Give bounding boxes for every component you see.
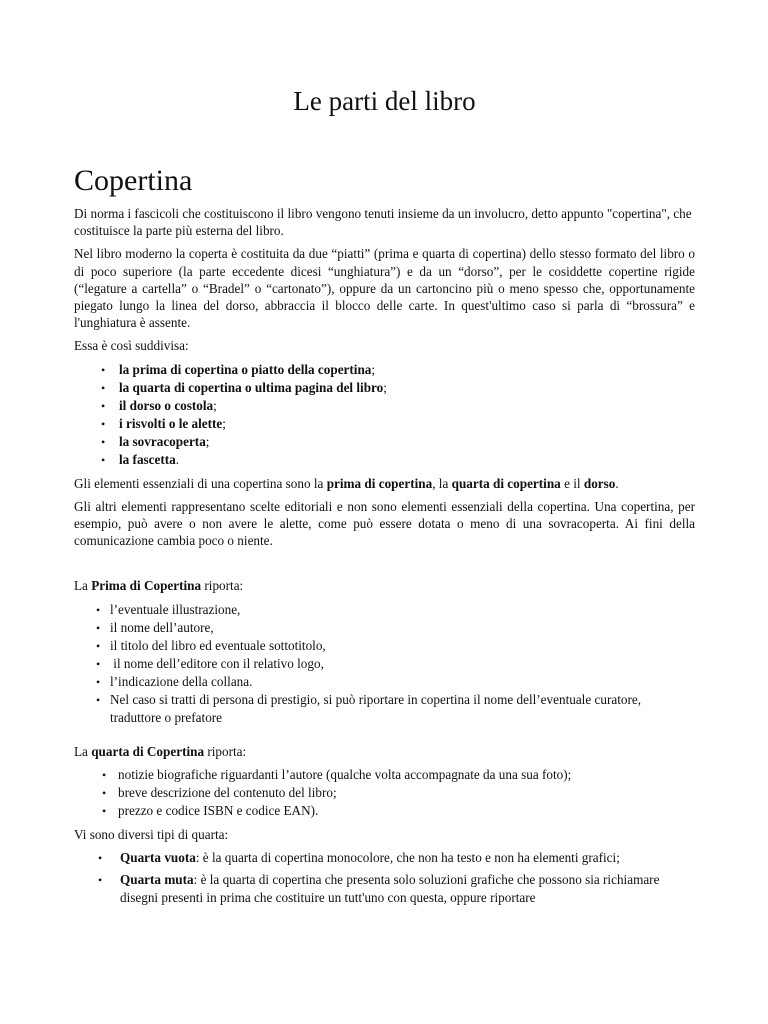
quarta-list — [74, 766, 695, 820]
list-item: • il titolo del libro ed eventuale sottotitolo, — [96, 637, 326, 653]
bullet-icon: • — [101, 452, 106, 467]
bullet-icon: • — [101, 416, 106, 431]
bullet-icon: • — [102, 803, 107, 818]
section-heading: Copertina — [74, 164, 193, 197]
bullet-icon: • — [96, 692, 101, 707]
paragraph-optional-elements: Gli altri elementi rappresentano scelte editoriali e non sono elementi essenziali della copertina. Una copertina, per esempio, può avere o non avere le alette, come può essere dotata o meno di una sovracoperta. Ai fini della comunicazione cambia poco o niente. — [74, 498, 695, 549]
bullet-icon: • — [96, 638, 101, 653]
paragraph-quarta-types: Vi sono diversi tipi di quarta: — [74, 826, 229, 842]
parts-list — [74, 361, 695, 469]
list-item: • la fascetta. — [101, 451, 180, 467]
list-item: • la prima di copertina o piatto della copertina; — [101, 361, 376, 377]
list-item: • il nome dell’autore, — [96, 619, 214, 635]
paragraph-coperta: Nel libro moderno la coperta è costituita da due “piatti” (prima e quarta di copertina) dello stesso formato del libro o di poco superiore (la parte eccedente dicesi “unghiatura”) e da un “dorso”, per le cosiddette copertine rigide (“legature a cartella” o “Bradel” o “cartonato”), oppure da un cartoncino più o meno spesso che, opportunamente piegato lungo la linea del dorso, abbraccia il blocco delle carte. In quest'ultimo caso si parla di “brossura” e l'unghiatura è assente. — [74, 246, 695, 331]
prima-intro: La Prima di Copertina riporta: — [74, 578, 244, 594]
list-item: • i risvolti o le alette; — [101, 415, 226, 431]
prima-list — [74, 601, 695, 727]
paragraph-essentials: Gli elementi essenziali di una copertina sono la prima di copertina, la quarta di copertina e il dorso. — [74, 475, 619, 491]
list-item: • prezzo e codice ISBN e codice EAN). — [102, 802, 319, 818]
bullet-icon: • — [96, 656, 101, 671]
bullet-icon: • — [101, 380, 106, 395]
list-item: • il dorso o costola; — [101, 397, 217, 413]
paragraph-intro: Di norma i fascicoli che costituiscono il libro vengono tenuti insieme da un involucro, detto appunto "copertina", che costituisce la parte più esterna del libro. — [74, 206, 692, 239]
bullet-icon: • — [101, 362, 106, 377]
bullet-icon: • — [96, 674, 101, 689]
bullet-icon: • — [101, 434, 106, 449]
bullet-icon: • — [98, 851, 103, 866]
bullet-icon: • — [102, 767, 107, 782]
list-item: • l’indicazione della collana. — [96, 673, 253, 689]
bullet-icon: • — [102, 785, 107, 800]
list-item: • notizie biografiche riguardanti l’autore (qualche volta accompagnate da una sua foto); — [102, 766, 572, 782]
list-item: • il nome dell’editore con il relativo logo, — [96, 655, 324, 671]
list-item: • la quarta di copertina o ultima pagina del libro; — [101, 379, 387, 395]
bullet-icon: • — [98, 873, 103, 888]
list-item: • breve descrizione del contenuto del libro; — [102, 784, 337, 800]
quarta-types-list — [74, 849, 695, 907]
paragraph-suddivisa: Essa è così suddivisa: — [74, 338, 189, 354]
bullet-icon: • — [101, 398, 106, 413]
list-item: • la sovracoperta; — [101, 433, 210, 449]
quarta-intro: La quarta di Copertina riporta: — [74, 743, 247, 759]
list-item: • Quarta muta: è la quarta di copertina che presenta solo soluzioni grafiche che possono sia richiamare disegni presenti in prima che costituire un tutt'uno con questa, oppure riportare — [98, 872, 660, 906]
list-item: • Quarta vuota: è la quarta di copertina monocolore, che non ha testo e non ha elementi grafici; — [98, 850, 620, 866]
list-item: • l’eventuale illustrazione, — [96, 601, 241, 617]
list-item: • Nel caso si tratti di persona di prestigio, si può riportare in copertina il nome dell’eventuale curatore, traduttore o prefatore — [96, 691, 641, 725]
bullet-icon: • — [96, 602, 101, 617]
document-body — [74, 205, 695, 913]
page-title: Le parti del libro — [293, 86, 476, 116]
bullet-icon: • — [96, 620, 101, 635]
